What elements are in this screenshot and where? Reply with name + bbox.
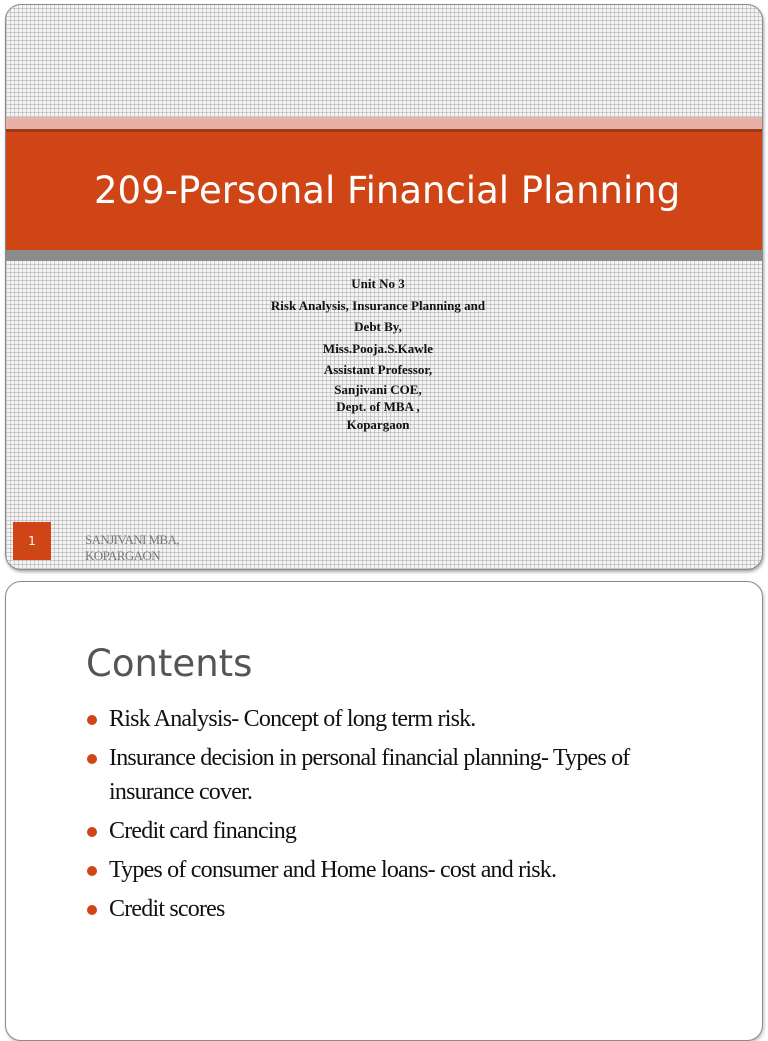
bullet-icon — [87, 866, 97, 876]
list-item-text: Credit card financing — [109, 818, 297, 844]
list-item — [86, 892, 706, 926]
bullet-icon — [87, 905, 97, 915]
footer-line: KOPARGAON — [85, 548, 161, 563]
subtitle-line: Risk Analysis, Insurance Planning and — [270, 297, 486, 313]
subtitle-line: Dept. of MBA , — [336, 399, 420, 414]
bullet-icon — [87, 827, 97, 837]
subtitle-line: Sanjivani COE, — [334, 381, 422, 397]
bullet-icon — [87, 754, 97, 764]
subtitle-line: Kopargaon — [346, 416, 410, 432]
contents-slide — [5, 581, 763, 1041]
list-item — [86, 853, 706, 887]
list-item-text: Risk Analysis- Concept of long term risk. — [109, 706, 476, 732]
header-band-gray — [6, 250, 762, 261]
slide-title: 209-Personal Financial Planning — [94, 169, 681, 212]
slide-number: 1 — [13, 522, 51, 560]
list-item — [86, 741, 706, 809]
footer-line: SANJIVANI MBA, — [85, 532, 179, 547]
list-item-text: Insurance decision in personal financial planning- Types of insurance cover. — [109, 745, 630, 805]
subtitle-line: Miss.Pooja.S.Kawle — [322, 340, 434, 356]
contents-title: Contents — [86, 642, 253, 685]
contents-list — [86, 702, 706, 931]
bullet-icon — [87, 715, 97, 725]
subtitle-line: Debt By, — [354, 319, 402, 334]
title-slide — [5, 4, 763, 570]
list-item-text: Credit scores — [109, 896, 225, 922]
slide-footer — [85, 532, 225, 564]
slide-subtitle — [228, 273, 528, 433]
list-item-text: Types of consumer and Home loans- cost and risk. — [109, 857, 557, 883]
subtitle-line: Assistant Professor, — [323, 362, 433, 377]
subtitle-line: Unit No 3 — [351, 276, 405, 291]
list-item — [86, 702, 706, 736]
header-band-light — [6, 117, 762, 129]
list-item — [86, 814, 706, 848]
